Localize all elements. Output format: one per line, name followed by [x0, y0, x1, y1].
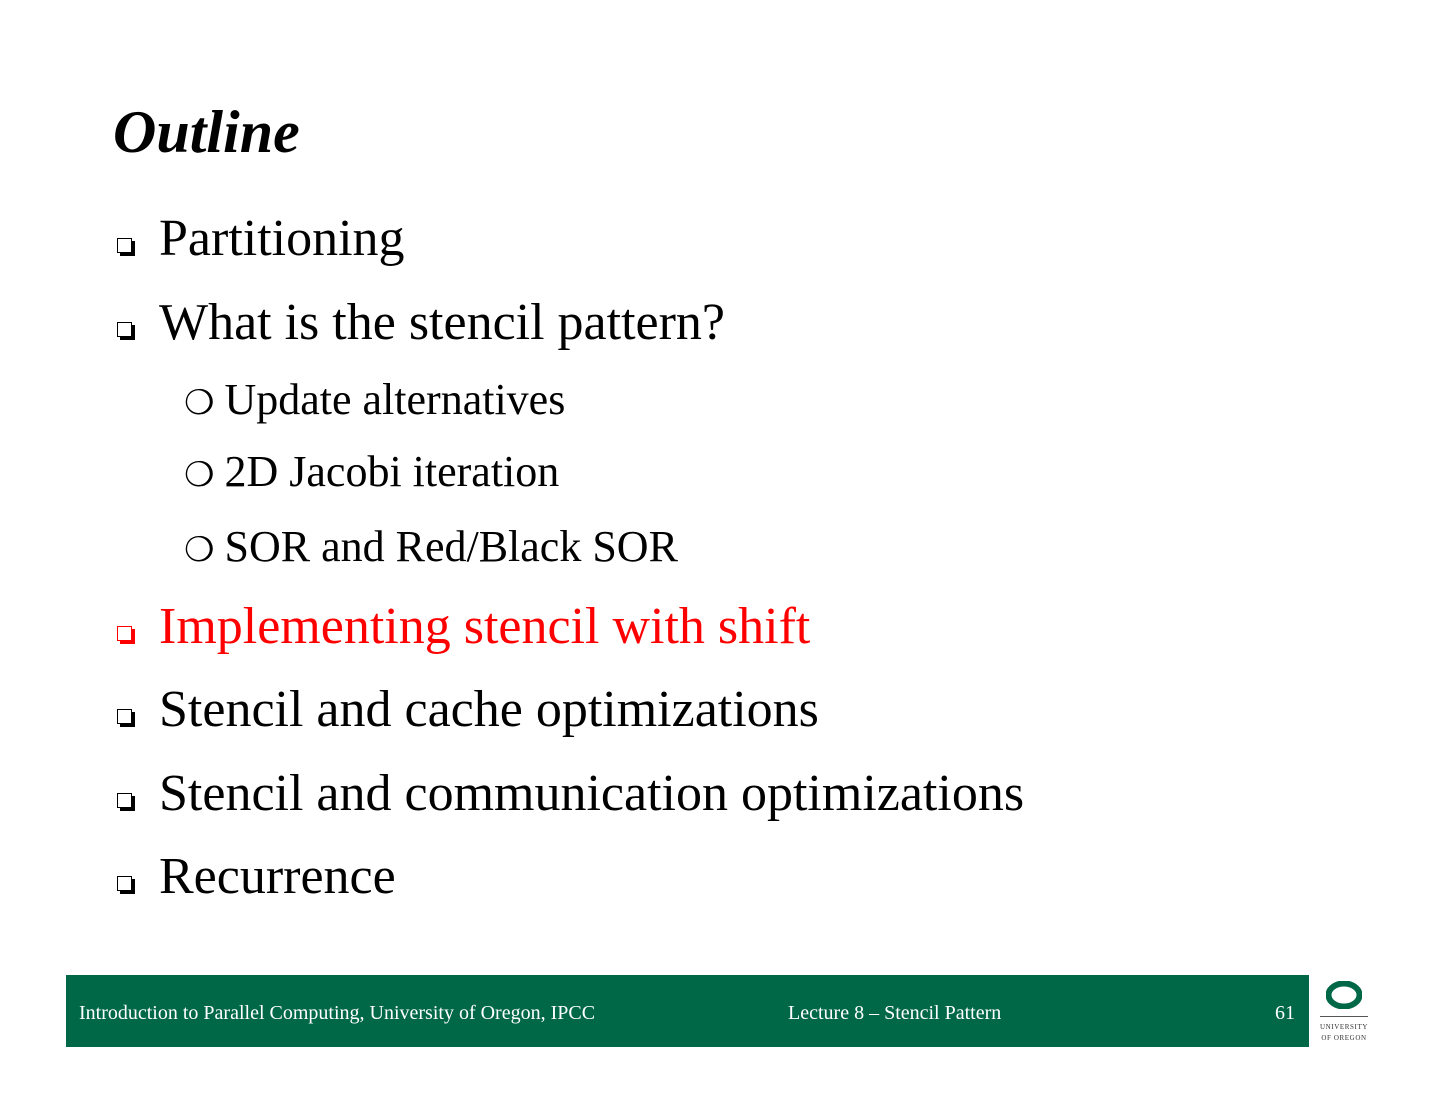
- outline-subitem-label: 2D Jacobi iteration: [224, 447, 560, 496]
- outline-item-label: What is the stencil pattern?: [159, 294, 726, 351]
- outline-item-cache-optimizations: [117, 680, 819, 740]
- outline-subitem-label: SOR and Red/Black SOR: [224, 522, 678, 571]
- circle-bullet-icon: ❍: [184, 385, 215, 422]
- outline-item-label: Stencil and cache optimizations: [159, 681, 819, 738]
- circle-bullet-icon: ❍: [184, 532, 215, 569]
- logo-text-of-oregon: OF OREGON: [1321, 1034, 1367, 1042]
- footer-lecture-title: Lecture 8 – Stencil Pattern: [788, 1002, 1002, 1024]
- square-bullet-icon: [117, 876, 135, 894]
- outline-item-label: Partitioning: [159, 210, 405, 267]
- outline-subitem-sor: [184, 521, 678, 577]
- footer-page-number: 61: [1275, 1002, 1295, 1024]
- outline-subitem-jacobi: [184, 446, 559, 502]
- slide-title: Outline: [113, 99, 300, 165]
- outline-item-shift-current: [117, 597, 810, 657]
- circle-bullet-icon: ❍: [184, 457, 215, 494]
- outline-subitem-update-alternatives: [184, 374, 565, 430]
- outline-item-stencil-pattern: [117, 293, 725, 353]
- footer-course-title: Introduction to Parallel Computing, University of Oregon, IPCC: [79, 1002, 596, 1024]
- logo-text-university: UNIVERSITY: [1320, 1023, 1368, 1031]
- oregon-o-icon: [1326, 981, 1362, 1009]
- square-bullet-icon: [117, 709, 135, 727]
- square-bullet-icon: [117, 322, 135, 340]
- square-bullet-icon: [117, 238, 135, 256]
- outline-subitem-label: Update alternatives: [224, 375, 566, 424]
- outline-item-partitioning: [117, 209, 405, 269]
- footer-bar: [66, 975, 1309, 1047]
- outline-item-label: Recurrence: [159, 848, 396, 905]
- outline-item-communication-optimizations: [117, 764, 1024, 824]
- logo-divider: [1320, 1016, 1368, 1017]
- square-bullet-icon: [117, 793, 135, 811]
- square-bullet-icon: [117, 626, 135, 644]
- university-logo: [1313, 975, 1375, 1047]
- outline-item-label: Implementing stencil with shift: [159, 598, 811, 655]
- outline-item-recurrence: [117, 847, 396, 907]
- outline-item-label: Stencil and communication optimizations: [159, 765, 1025, 822]
